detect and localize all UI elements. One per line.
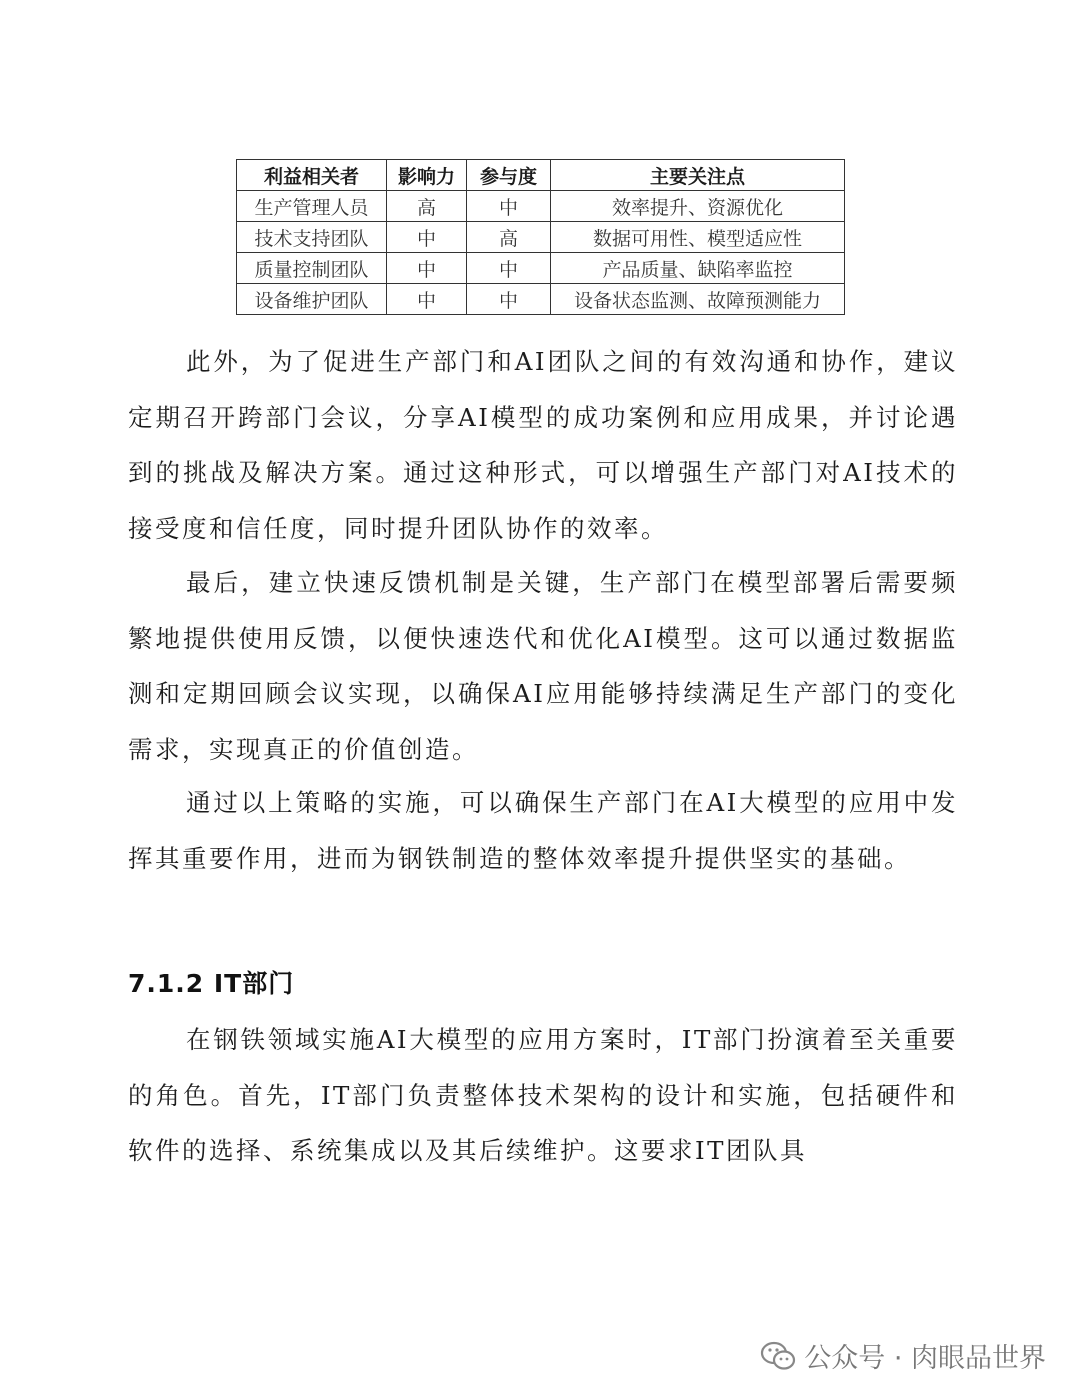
table-header-row: [237, 160, 845, 191]
table-cell: 数据可用性、模型适应性: [551, 222, 845, 253]
body-paragraph: 此外，为了促进生产部门和AI团队之间的有效沟通和协作，建议定期召开跨部门会议，分享AI模型的成功案例和应用成果，并讨论遇到的挑战及解决方案。通过这种形式，可以增强生产部门对AI技术的接受度和信任度，同时提升团队协作的效率。: [128, 347, 958, 543]
table-cell: 高: [467, 222, 551, 253]
body-paragraph: 最后，建立快速反馈机制是关键，生产部门在模型部署后需要频繁地提供使用反馈，以便快速迭代和优化AI模型。这可以通过数据监测和定期回顾会议实现，以确保AI应用能够持续满足生产部门的变化需求，实现真正的价值创造。: [128, 568, 958, 764]
table-cell: 技术支持团队: [237, 222, 387, 253]
table-cell: 高: [387, 191, 467, 222]
table-header-cell: 利益相关者: [237, 160, 387, 191]
table-cell: 中: [467, 253, 551, 284]
section-heading: 7.1.2 IT部门: [128, 969, 295, 998]
table-cell: 中: [467, 284, 551, 315]
table-cell: 生产管理人员: [237, 191, 387, 222]
table-header-cell: 主要关注点: [551, 160, 845, 191]
table-header-cell: 影响力: [387, 160, 467, 191]
table-cell: 中: [387, 253, 467, 284]
table-row: [237, 191, 845, 222]
table-cell: 中: [387, 222, 467, 253]
stakeholder-table: [236, 159, 845, 315]
table-row: [237, 253, 845, 284]
body-paragraph: 在钢铁领域实施AI大模型的应用方案时，IT部门扮演着至关重要的角色。首先，IT部门负责整体技术架构的设计和实施，包括硬件和软件的选择、系统集成以及其后续维护。这要求IT团队具: [128, 1025, 958, 1165]
body-paragraph: 通过以上策略的实施，可以确保生产部门在AI大模型的应用中发挥其重要作用，进而为钢铁制造的整体效率提升提供坚实的基础。: [128, 788, 958, 873]
wechat-icon: [760, 1340, 796, 1372]
table-cell: 设备状态监测、故障预测能力: [551, 284, 845, 315]
table-cell: 质量控制团队: [237, 253, 387, 284]
table-cell: 中: [467, 191, 551, 222]
table-cell: 产品质量、缺陷率监控: [551, 253, 845, 284]
table-row: [237, 222, 845, 253]
table-cell: 设备维护团队: [237, 284, 387, 315]
table-cell: 效率提升、资源优化: [551, 191, 845, 222]
table-cell: 中: [387, 284, 467, 315]
watermark-text: 公众号 · 肉眼品世界: [804, 1343, 1046, 1374]
table-header-cell: 参与度: [467, 160, 551, 191]
table-row: [237, 284, 845, 315]
watermark: [760, 1336, 1046, 1375]
